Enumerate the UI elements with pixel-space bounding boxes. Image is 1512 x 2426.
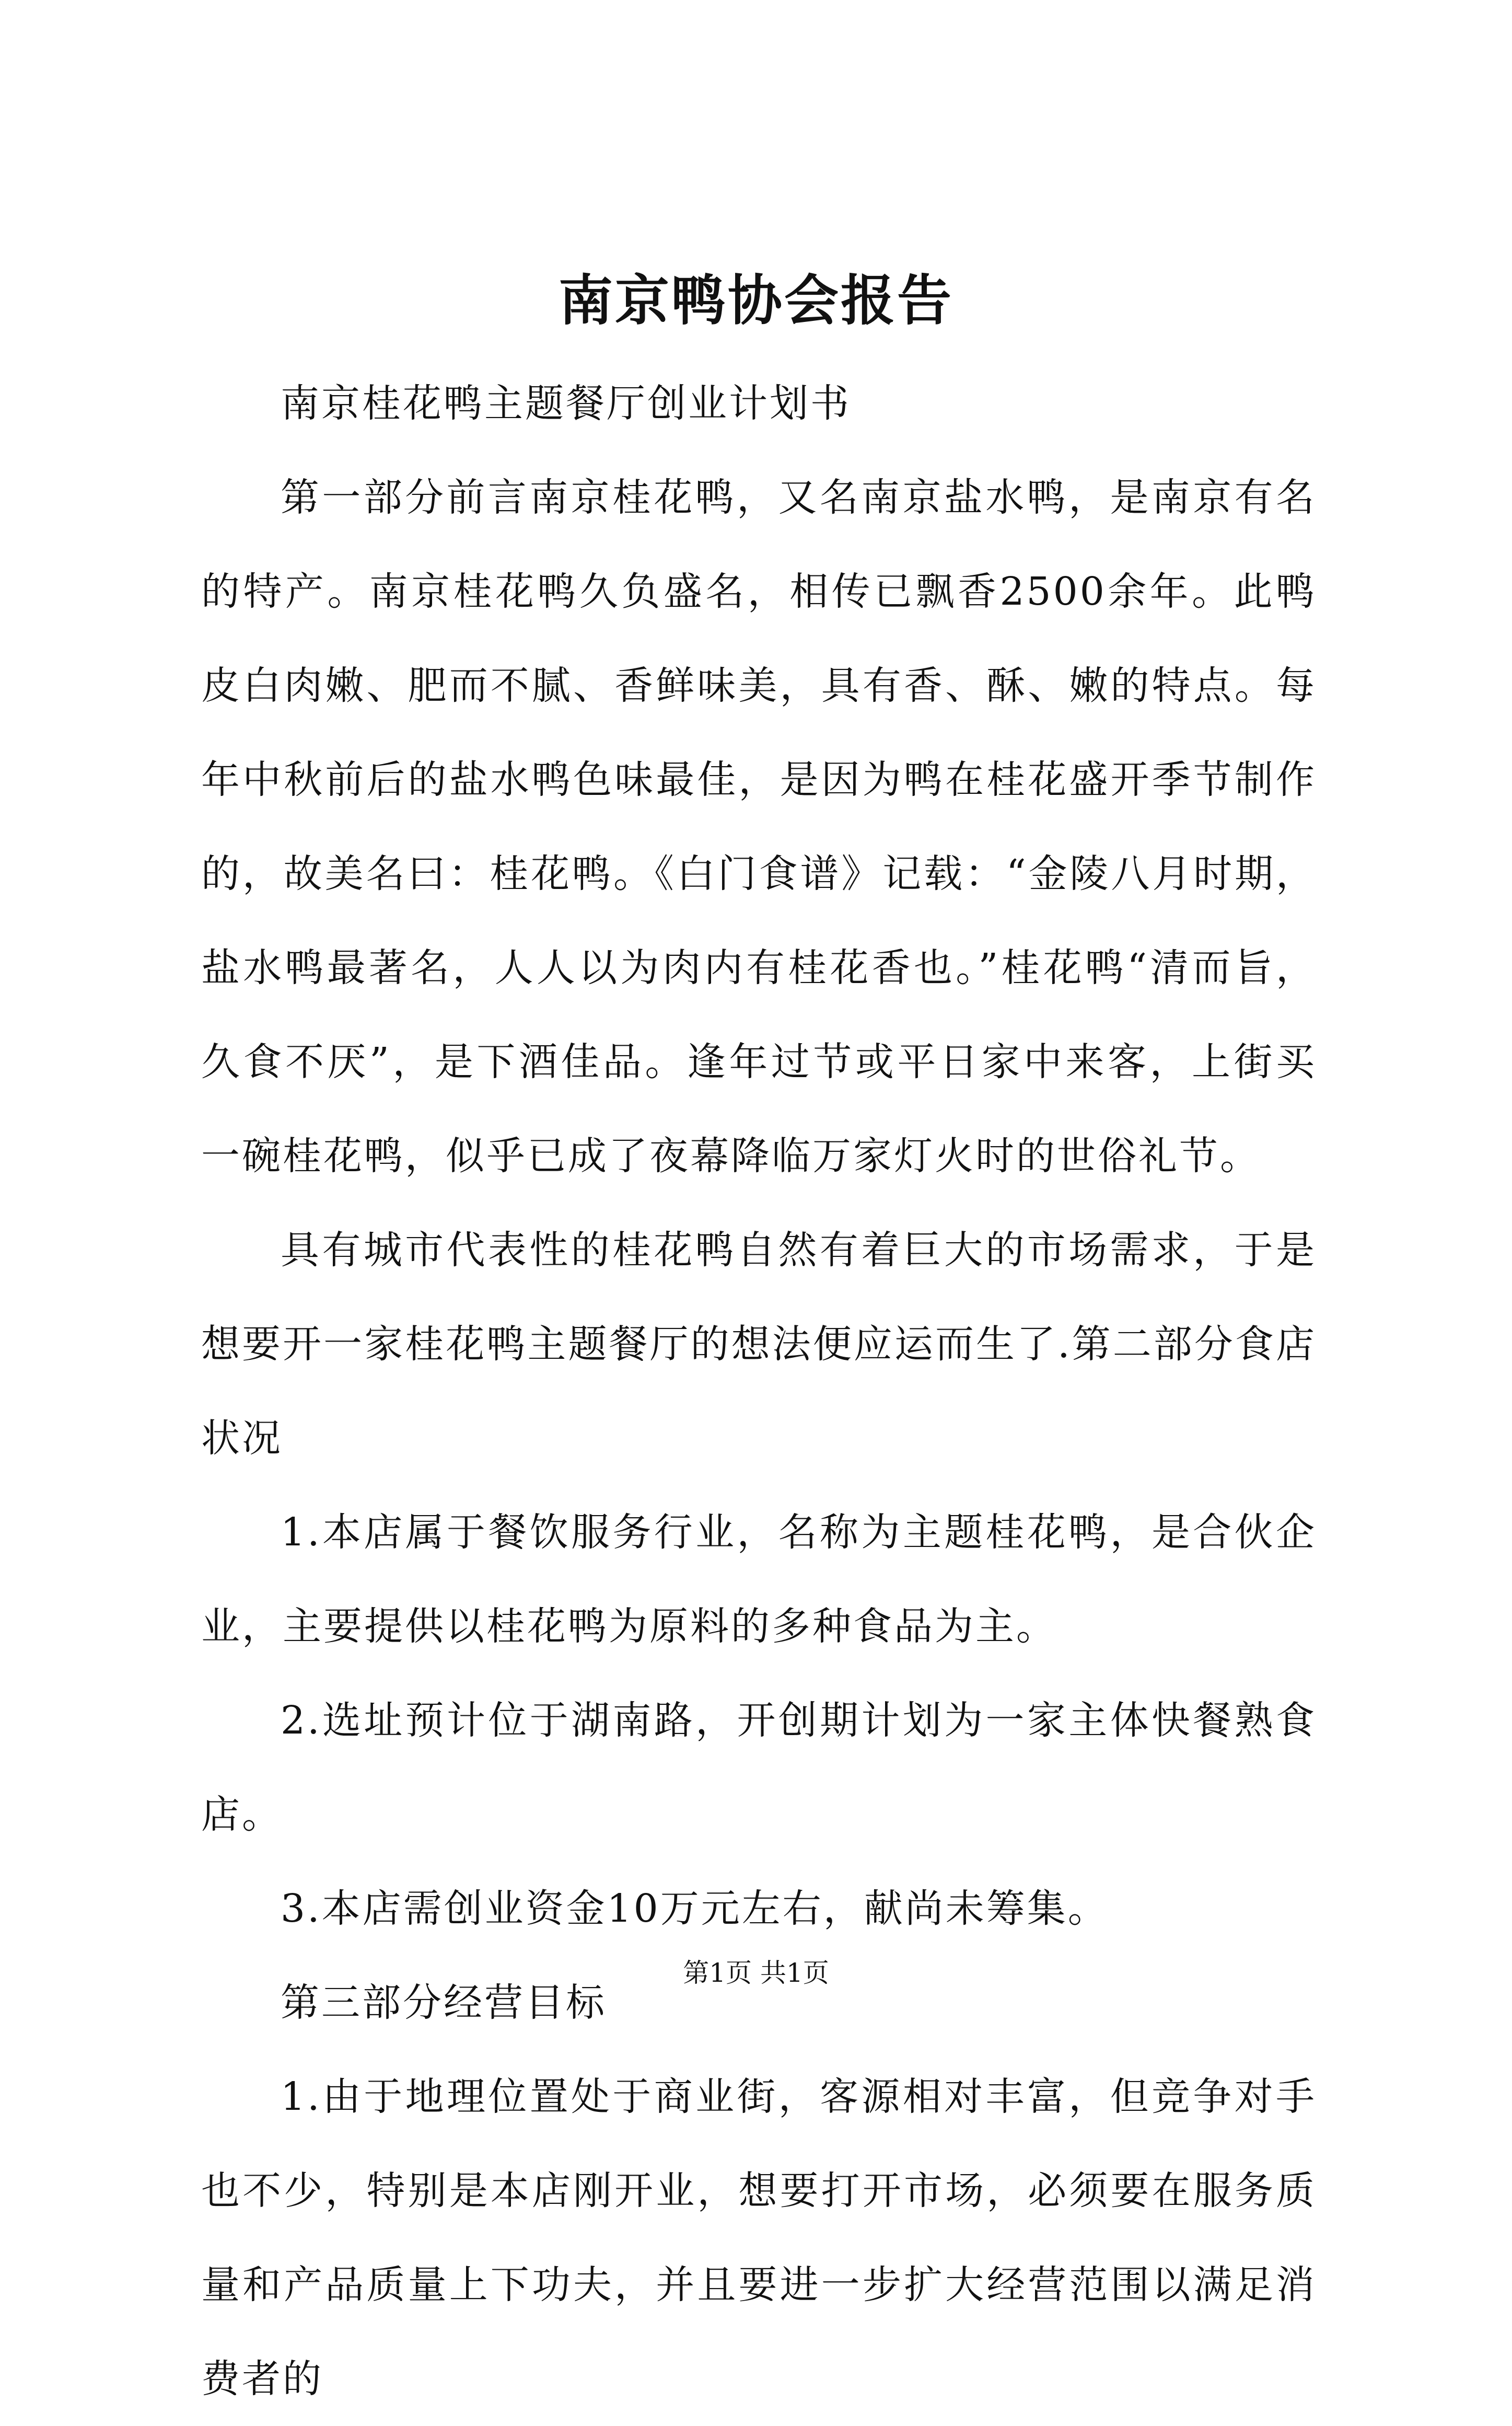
paragraph-market-demand: 具有城市代表性的桂花鸭自然有着巨大的市场需求，于是想要开一家桂花鸭主题餐厅的想法便应运而生了.第二部分食店状况 (201, 1228, 1317, 1461)
document-title: 南京鸭协会报告 (558, 268, 953, 332)
paragraph-item-2: 2.选址预计位于湖南路，开创期计划为一家主体快餐熟食店。 (201, 1698, 1317, 1837)
paragraph-goal-1: 1.由于地理位置处于商业街，客源相对丰富，但竞争对手也不少，特别是本店刚开业，想要打开市场，必须要在服务质量和产品质量上下功夫，并且要进一步扩大经营范围以满足消费者的 (201, 2074, 1317, 2401)
paragraph-preface: 第一部分前言南京桂花鸭，又名南京盐水鸭，是南京有名的特产。南京桂花鸭久负盛名，相传已飘香2500余年。此鸭皮白肉嫩、肥而不腻、香鲜味美，具有香、酥、嫩的特点。每年中秋前后的盐水鸭色味最佳，是因为鸭在桂花盛开季节制作的，故美名曰：桂花鸭。《白门食谱》记载：“金陵八月时期，盐水鸭最著名，人人以为肉内有桂花香也。”桂花鸭“清而旨，久食不厌”，是下酒佳品。逢年过节或平日家中来客，上街买一碗桂花鸭，似乎已成了夜幕降临万家灯火时的世俗礼节。 (201, 475, 1317, 1179)
page-footer: 第1页 共1页 (683, 1958, 829, 1988)
paragraph-item-3: 3.本店需创业资金10万元左右，献尚未筹集。 (281, 1886, 1109, 1931)
paragraph-item-1: 1.本店属于餐饮服务行业，名称为主题桂花鸭，是合伙企业，主要提供以桂花鸭为原料的多种食品为主。 (201, 1510, 1317, 1649)
paragraph-subtitle: 南京桂花鸭主题餐厅创业计划书 (281, 381, 851, 426)
document-body (201, 356, 1317, 2426)
section-heading: 第三部分经营目标 (281, 1980, 607, 2025)
